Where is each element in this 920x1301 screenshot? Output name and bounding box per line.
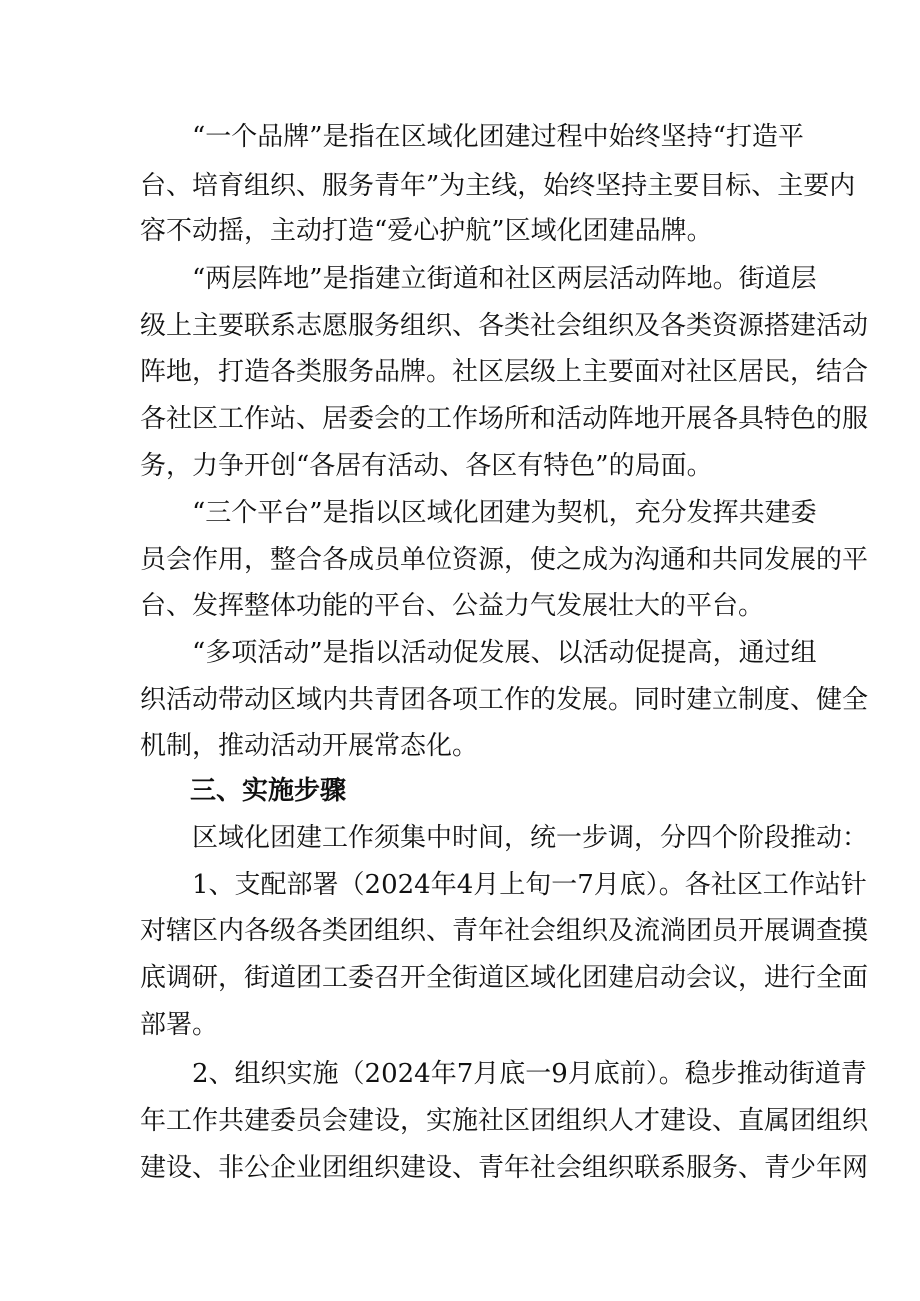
text-line: 织活动带动区域内共青团各项工作的发展。同时建立制度、健全 <box>140 685 869 715</box>
text-line: 各社区工作站、居委会的工作场所和活动阵地开展各具特色的服 <box>140 404 869 434</box>
text-line: 阵地，打造各类服务品牌。社区层级上主要面对社区居民，结合 <box>140 357 869 387</box>
text-line: 1、支配部署（2024年4月上旬一7月底）。各社区工作站针 <box>192 870 867 900</box>
text-line: “两层阵地”是指建立街道和社区两层活动阵地。街道层 <box>192 264 817 294</box>
text-line: “三个平台”是指以区域化团建为契机，充分发挥共建委 <box>192 498 817 528</box>
text-line: 年工作共建委员会建设，实施社区团组织人才建设、直属团组织 <box>140 1106 869 1136</box>
text-line: 级上主要联系志愿服务组织、各类社会组织及各类资源搭建活动 <box>140 311 869 341</box>
section-heading: 三、实施步骤 <box>190 776 347 806</box>
text-line: 机制，推动活动开展常态化。 <box>140 731 479 761</box>
text-line: 建设、非公企业团组织建设、青年社会组织联系服务、青少年网 <box>140 1153 869 1183</box>
text-line: 对辖区内各级各类团组织、青年社会组织及流淌团员开展调查摸 <box>140 916 869 946</box>
text-line: 部署。 <box>140 1010 219 1040</box>
intro-line: 区域化团建工作须集中时间，统一步调，分四个阶段推动： <box>192 823 869 853</box>
text-line: 台、发挥整体功能的平台、公益力气发展壮大的平台。 <box>140 591 765 621</box>
text-line: 容不动摇，主动打造“爱心护航”区域化团建品牌。 <box>140 216 713 246</box>
text-line: 台、培育组织、服务青年”为主线，始终坚持主要目标、主要内 <box>140 171 856 201</box>
text-line: “一个品牌”是指在区域化团建过程中始终坚持“打造平 <box>192 122 804 152</box>
text-line: 务，力争开创“各居有活动、各区有特色”的局面。 <box>140 451 713 481</box>
text-line: 2、组织实施（2024年7月底一9月底前）。稳步推动街道青 <box>192 1059 867 1089</box>
text-line: 员会作用，整合各成员单位资源，使之成为沟通和共同发展的平 <box>140 545 869 575</box>
text-line: 底调研，街道团工委召开全街道区域化团建启动会议，进行全面 <box>140 963 869 993</box>
text-line: “多项活动”是指以活动促发展、以活动促提高，通过组 <box>192 638 817 668</box>
